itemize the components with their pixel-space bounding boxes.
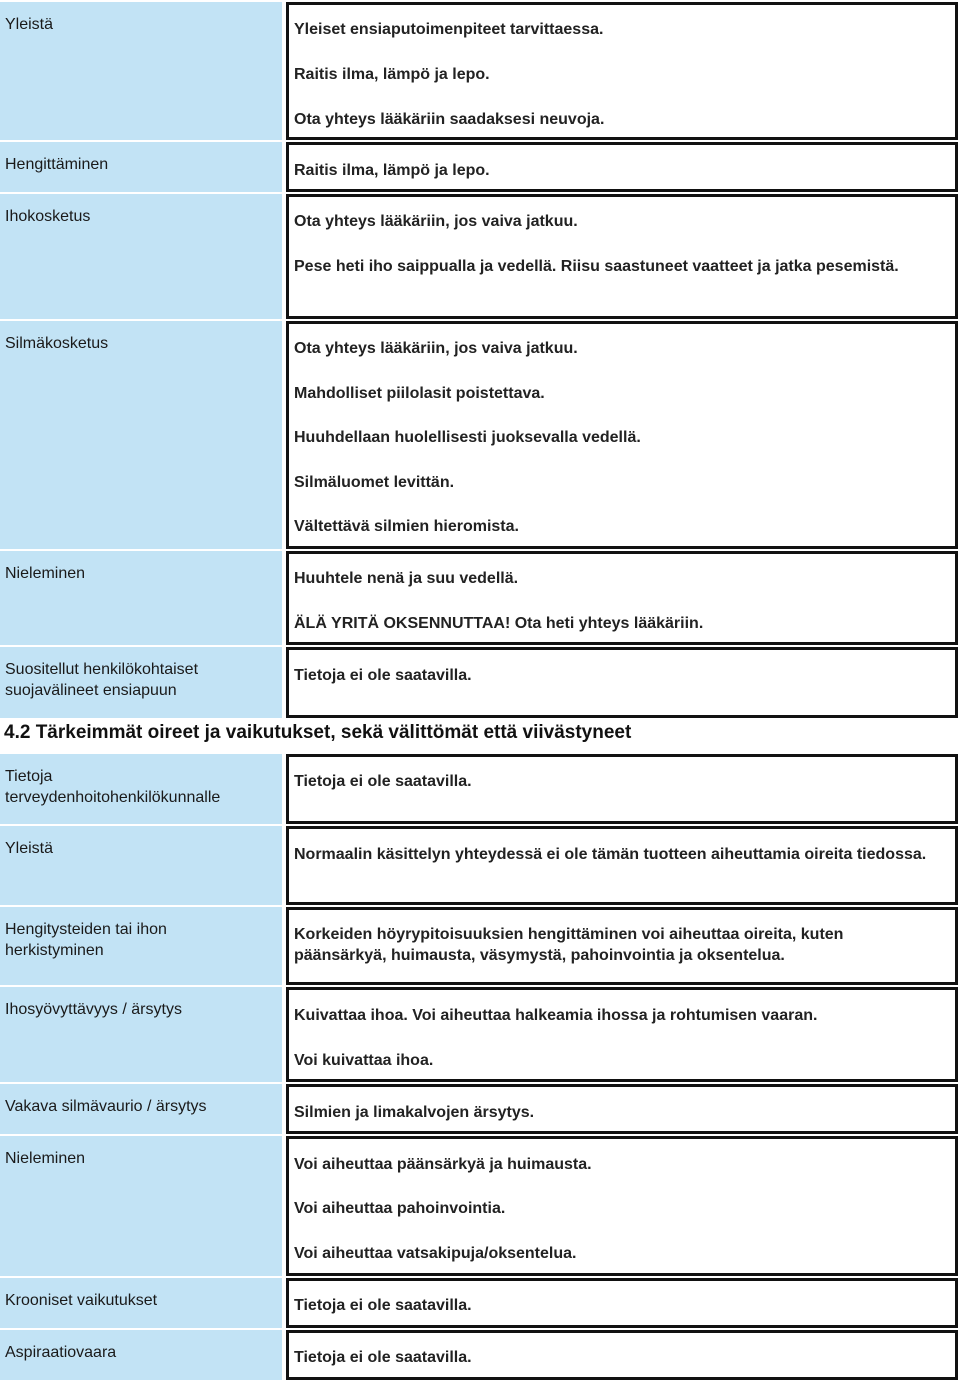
value-line: Tietoja ei ole saatavilla. — [294, 773, 472, 790]
row-label: Hengitysteiden tai ihon herkistyminen — [0, 907, 282, 985]
value-line: Normaalin käsittelyn yhteydessä ei ole tämän tuotteen aiheuttamia oireita tiedossa. — [294, 846, 927, 863]
row-value — [286, 194, 958, 319]
first-aid-row-skin-contact — [0, 194, 960, 319]
row-label: Silmäkosketus — [0, 321, 282, 549]
section-heading: 4.2 Tärkeimmät oireet ja vaikutukset, sekä välittömät että viivästyneet — [4, 722, 632, 743]
row-label: Vakava silmävaurio / ärsytys — [0, 1084, 282, 1134]
value-line: Huuhtele nenä ja suu vedellä. — [294, 570, 519, 587]
row-value — [286, 2, 958, 140]
row-label: Yleistä — [0, 2, 282, 140]
symptoms-row-eye-damage — [0, 1084, 960, 1134]
value-line: Ota yhteys lääkäriin, jos vaiva jatkuu. — [294, 213, 578, 230]
row-value — [286, 754, 958, 824]
symptoms-row-skin-irritation — [0, 987, 960, 1082]
value-line: Raitis ilma, lämpö ja lepo. — [294, 66, 490, 83]
row-label: Ihosyövyttävyys / ärsytys — [0, 987, 282, 1082]
value-line: Raitis ilma, lämpö ja lepo. — [294, 162, 490, 179]
value-line: Korkeiden höyrypitoisuuksien hengittäminen voi aiheuttaa oireita, kuten päänsärkyä, huimausta, väsymystä, pahoinvointia ja oksentelua. — [294, 926, 844, 964]
value-line: ÄLÄ YRITÄ OKSENNUTTAA! Ota heti yhteys lääkäriin. — [294, 615, 704, 632]
first-aid-row-general — [0, 2, 960, 140]
value-line: Voi aiheuttaa vatsakipuja/oksentelua. — [294, 1245, 577, 1262]
value-line: Ota yhteys lääkäriin, jos vaiva jatkuu. — [294, 340, 578, 357]
value-line: Silmäluomet levittän. — [294, 474, 455, 491]
symptoms-row-general — [0, 826, 960, 905]
row-label: Yleistä — [0, 826, 282, 905]
first-aid-row-inhalation — [0, 142, 960, 192]
symptoms-row-aspiration-hazard — [0, 1330, 960, 1380]
row-value — [286, 142, 958, 192]
row-value — [286, 1084, 958, 1134]
row-label: Aspiraatiovaara — [0, 1330, 282, 1380]
row-label: Nieleminen — [0, 1136, 282, 1276]
value-line: Pese heti iho saippualla ja vedellä. Riisu saastuneet vaatteet ja jatka pesemistä. — [294, 258, 899, 275]
value-line: Voi kuivattaa ihoa. — [294, 1052, 434, 1069]
symptoms-row-sensitisation — [0, 907, 960, 985]
row-value — [286, 907, 958, 985]
row-value — [286, 987, 958, 1082]
row-value — [286, 1278, 958, 1328]
value-line: Ota yhteys lääkäriin saadaksesi neuvoja. — [294, 111, 605, 128]
value-line: Mahdolliset piilolasit poistettava. — [294, 385, 545, 402]
row-label: Suositellut henkilökohtaiset suojavälineet ensiapuun — [0, 647, 282, 718]
value-line: Voi aiheuttaa pahoinvointia. — [294, 1200, 506, 1217]
row-label: Ihokosketus — [0, 194, 282, 319]
value-line: Yleiset ensiaputoimenpiteet tarvittaessa. — [294, 21, 604, 38]
value-line: Silmien ja limakalvojen ärsytys. — [294, 1104, 535, 1121]
symptoms-row-ingestion — [0, 1136, 960, 1276]
symptoms-row-chronic-effects — [0, 1278, 960, 1328]
first-aid-row-eye-contact — [0, 321, 960, 549]
row-label: Tietoja terveydenhoitohenkilökunnalle — [0, 754, 282, 824]
row-value — [286, 647, 958, 718]
row-label: Nieleminen — [0, 551, 282, 645]
first-aid-row-ingestion — [0, 551, 960, 645]
row-value — [286, 826, 958, 905]
value-line: Tietoja ei ole saatavilla. — [294, 667, 472, 684]
row-label: Krooniset vaikutukset — [0, 1278, 282, 1328]
value-line: Voi aiheuttaa päänsärkyä ja huimausta. — [294, 1156, 592, 1173]
value-line: Kuivattaa ihoa. Voi aiheuttaa halkeamia ihossa ja rohtumisen vaaran. — [294, 1007, 818, 1024]
symptoms-row-health-personnel — [0, 754, 960, 824]
value-line: Tietoja ei ole saatavilla. — [294, 1349, 472, 1366]
row-value — [286, 551, 958, 645]
value-line: Huuhdellaan huolellisesti juoksevalla vedellä. — [294, 429, 641, 446]
row-value — [286, 1136, 958, 1276]
value-line: Vältettävä silmien hieromista. — [294, 518, 519, 535]
row-value — [286, 321, 958, 549]
first-aid-row-protective-equipment — [0, 647, 960, 718]
value-line: Tietoja ei ole saatavilla. — [294, 1297, 472, 1314]
row-value — [286, 1330, 958, 1380]
row-label: Hengittäminen — [0, 142, 282, 192]
